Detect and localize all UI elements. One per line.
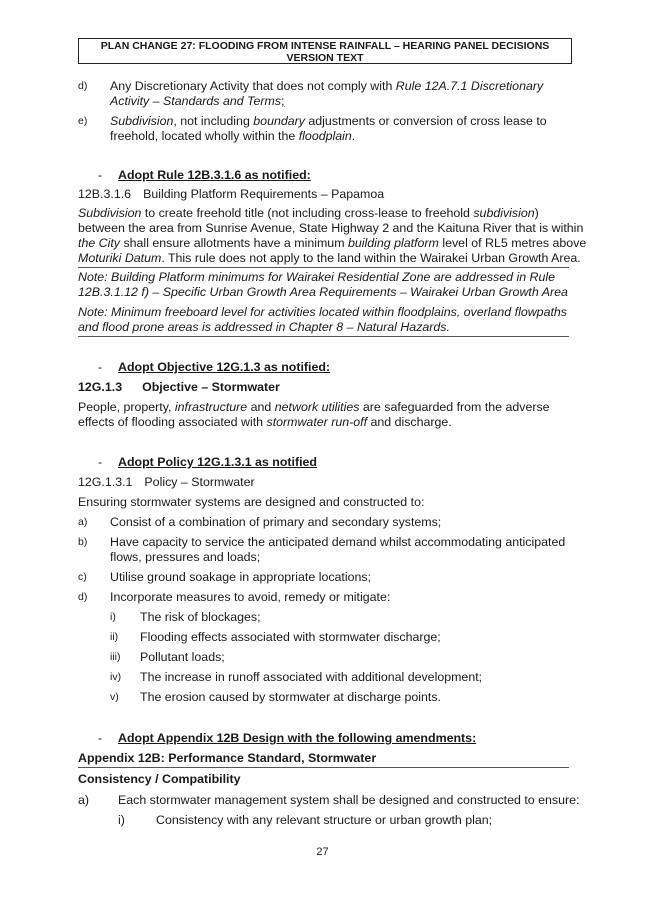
note1-line1: Note: Building Platform minimums for Wairakei Residential Zone are addressed in Rule <box>78 270 556 284</box>
dash-bullet: - <box>98 360 103 374</box>
policy-subitem: Flooding effects associated with stormwater discharge; <box>140 630 441 644</box>
policy-item-a: Consist of a combination of primary and secondary systems; <box>110 515 442 529</box>
policy-intro: Ensuring stormwater systems are designed and constructed to: <box>78 495 425 509</box>
policy-item-d: Incorporate measures to avoid, remedy or mitigate: <box>110 590 391 604</box>
section-heading-policy: Adopt Policy 12G.1.3.1 as notified <box>118 455 317 469</box>
divider-line <box>78 336 569 337</box>
divider-line <box>78 767 569 768</box>
list-label: c) <box>78 571 87 583</box>
list-item-e-line2: freehold, located wholly within the floodplain. <box>110 129 356 143</box>
header-subtitle: VERSION TEXT <box>286 52 364 64</box>
list-item-d-line1: Any Discretionary Activity that does not comply with Rule 12A.7.1 Discretionary <box>110 79 544 93</box>
appendix-item-a: Each stormwater management system shall be designed and constructed to ensure: <box>118 793 580 807</box>
appendix-subitem-i: Consistency with any relevant structure or urban growth plan; <box>156 813 493 827</box>
list-label: d) <box>78 591 88 603</box>
divider-line <box>78 267 569 268</box>
sublist-label: v) <box>110 691 119 703</box>
dash-bullet: - <box>98 455 103 469</box>
list-label-d: d) <box>78 80 88 92</box>
sublist-label: i) <box>110 611 116 623</box>
list-item-d-line2: Activity – Standards and Terms; <box>110 94 285 108</box>
sublist-label: iv) <box>110 671 122 683</box>
list-label: a) <box>78 516 88 528</box>
rule-body-line1: Subdivision to create freehold title (not including cross-lease to freehold subdivision) <box>78 206 539 220</box>
sublist-label: iii) <box>110 651 121 663</box>
policy-item-b-line1: Have capacity to service the anticipated demand whilst accommodating anticipated <box>110 535 566 549</box>
list-label: b) <box>78 536 88 548</box>
policy-heading-line: 12G.1.3.1 Policy – Stormwater <box>78 475 255 489</box>
policy-subitem: Pollutant loads; <box>140 650 225 664</box>
policy-item-b-line2: flows, pressures and loads; <box>110 550 261 564</box>
header-title: PLAN CHANGE 27: FLOODING FROM INTENSE RAINFALL – HEARING PANEL DECISIONS <box>100 40 550 52</box>
page-header-box <box>78 38 572 64</box>
note1-line2: 12B.3.1.12 f) – Specific Urban Growth Area Requirements – Wairakei Urban Growth Area <box>78 285 568 299</box>
consistency-heading: Consistency / Compatibility <box>78 772 241 786</box>
rule-body-line3: the City shall ensure allotments have a minimum building platform level of RL5 metres above <box>78 236 587 250</box>
policy-subitem: The risk of blockages; <box>140 610 261 624</box>
rule-heading-line: 12B.3.1.6 Building Platform Requirements – Papamoa <box>78 187 385 201</box>
rule-body-line4: Moturiki Datum. This rule does not apply to the land within the Wairakei Urban Growth Area. <box>78 251 581 265</box>
page-number: 27 <box>316 846 329 858</box>
note2-line2: and flood prone areas is addressed in Chapter 8 – Natural Hazards. <box>78 320 450 334</box>
sublist-label: i) <box>118 813 125 827</box>
note2-line1: Note: Minimum freeboard level for activities located within floodplains, overland flowpaths <box>78 305 567 319</box>
sublist-label: ii) <box>110 631 119 643</box>
section-heading-appendix: Adopt Appendix 12B Design with the following amendments: <box>118 731 477 745</box>
section-heading-objective: Adopt Objective 12G.1.3 as notified: <box>118 360 331 374</box>
list-label-e: e) <box>78 115 88 127</box>
policy-subitem: The erosion caused by stormwater at discharge points. <box>140 690 441 704</box>
rule-body-line2: between the area from Sunrise Avenue, State Highway 2 and the Kaituna River that is within <box>78 221 584 235</box>
list-label: a) <box>78 793 90 807</box>
policy-subitem: The increase in runoff associated with additional development; <box>140 670 483 684</box>
appendix-title: Appendix 12B: Performance Standard, Stormwater <box>78 751 377 765</box>
dash-bullet: - <box>98 731 103 745</box>
policy-item-c: Utilise ground soakage in appropriate locations; <box>110 570 372 584</box>
list-item-e-line1: Subdivision, not including boundary adjustments or conversion of cross lease to <box>110 114 547 128</box>
section-heading-rule: Adopt Rule 12B.3.1.6 as notified: <box>118 168 311 182</box>
objective-body-line2: effects of flooding associated with stormwater run-off and discharge. <box>78 415 452 429</box>
objective-heading-line: 12G.1.3 Objective – Stormwater <box>78 380 280 394</box>
objective-body-line1: People, property, infrastructure and network utilities are safeguarded from the adverse <box>78 400 550 414</box>
dash-bullet: - <box>98 168 103 182</box>
